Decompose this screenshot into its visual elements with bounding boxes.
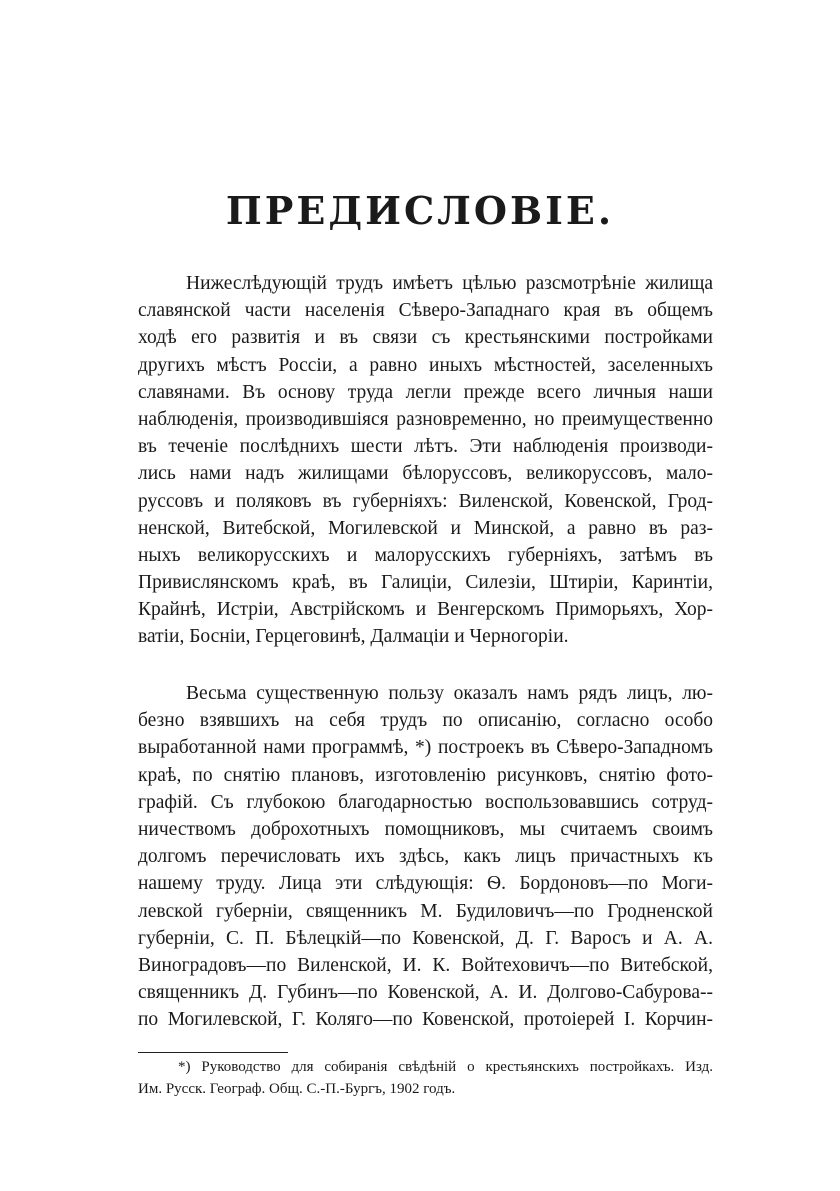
text-line: по Могилевской, Г. Коляго—по Ковенской, протоіерей І. Корчин- [138,1009,713,1031]
text-line: графій. Съ глубокою благодарностью воспользовавшись сотруд- [138,791,713,813]
text-line: ненской, Витебской, Могилевской и Минской, а равно въ раз- [138,517,713,539]
text-line: нашему труду. Лица эти слѣдующія: Ѳ. Бордоновъ—по Моги- [138,873,713,895]
text-line: наблюденія, производившіяся разновременно, но преимущественно [138,408,713,430]
text-line: Нижеслѣдующій трудъ имѣетъ цѣлью разсмотрѣніе жилища [186,273,713,294]
text-line: ватіи, Босніи, Герцеговинѣ, Далмаціи и Черногоріи. [138,626,569,648]
paragraph-2 [138,680,713,1033]
text-line: въ теченіе послѣднихъ шести лѣтъ. Эти наблюденія производи- [138,436,713,458]
footnote-line: *) Руководство для собиранія свѣдѣній о крестьянскихъ постройкахъ. Изд. [178,1059,713,1075]
page-title: ПРЕДИСЛОВІЕ. [225,188,615,233]
text-line: ходѣ его развитія и въ связи съ крестьянскими постройками [138,327,713,349]
text-line: священникъ Д. Губинъ—по Ковенской, А. И. Долгово-Сабурова-- [138,982,713,1004]
text-line: Привислянскомъ краѣ, въ Галиціи, Силезіи, Штиріи, Каринтіи, [138,572,713,594]
text-line: левской губерніи, священникъ М. Будиловичъ—по Гродненской [138,900,713,922]
text-line: ничествомъ доброхотныхъ помощниковъ, мы считаемъ своимъ [138,818,713,840]
text-line: краѣ, по снятію плановъ, изготовленію рисунковъ, снятію фото- [138,764,713,786]
text-line: Весьма существенную пользу оказалъ намъ рядъ лицъ, лю- [186,683,713,704]
text-line: руссовъ и поляковъ въ губерніяхъ: Виленской, Ковенской, Грод- [138,490,713,512]
footnote [138,1056,713,1100]
text-line: другихъ мѣстъ Россіи, а равно иныхъ мѣстностей, заселенныхъ [138,354,713,376]
text-line: долгомъ перечисловать ихъ здѣсь, какъ лицъ причастныхъ къ [138,846,713,868]
footnote-line: Им. Русск. Географ. Общ. С.-П.-Бургъ, 1902 годъ. [138,1081,456,1097]
text-line: славянами. Въ основу труда легли прежде всего личныя наши [138,381,713,403]
text-line: безно взявшихъ на себя трудъ по описанію, согласно особо [138,710,713,732]
text-line: Виноградовъ—по Виленской, И. К. Войтеховичъ—по Витебской, [138,954,713,976]
text-line: выработанной нами программѣ, *) построекъ въ Сѣверо-Западномъ [138,737,713,759]
text-line: ныхъ великорусскихъ и малорусскихъ губерніяхъ, затѣмъ въ [138,544,713,566]
text-line: губерніи, С. П. Бѣлецкій—по Ковенской, Д. Г. Варосъ и А. А. [138,927,713,949]
text-line: Крайнѣ, Истріи, Австрійскомъ и Венгерскомъ Приморьяхъ, Хор- [138,599,713,621]
paragraph-1 [138,270,713,651]
text-line: лись нами надъ жилищами бѣлоруссовъ, великоруссовъ, мало- [138,463,713,485]
footnote-divider [138,1052,288,1053]
text-line: славянской части населенія Сѣверо-Западнаго края въ общемъ [138,300,713,322]
